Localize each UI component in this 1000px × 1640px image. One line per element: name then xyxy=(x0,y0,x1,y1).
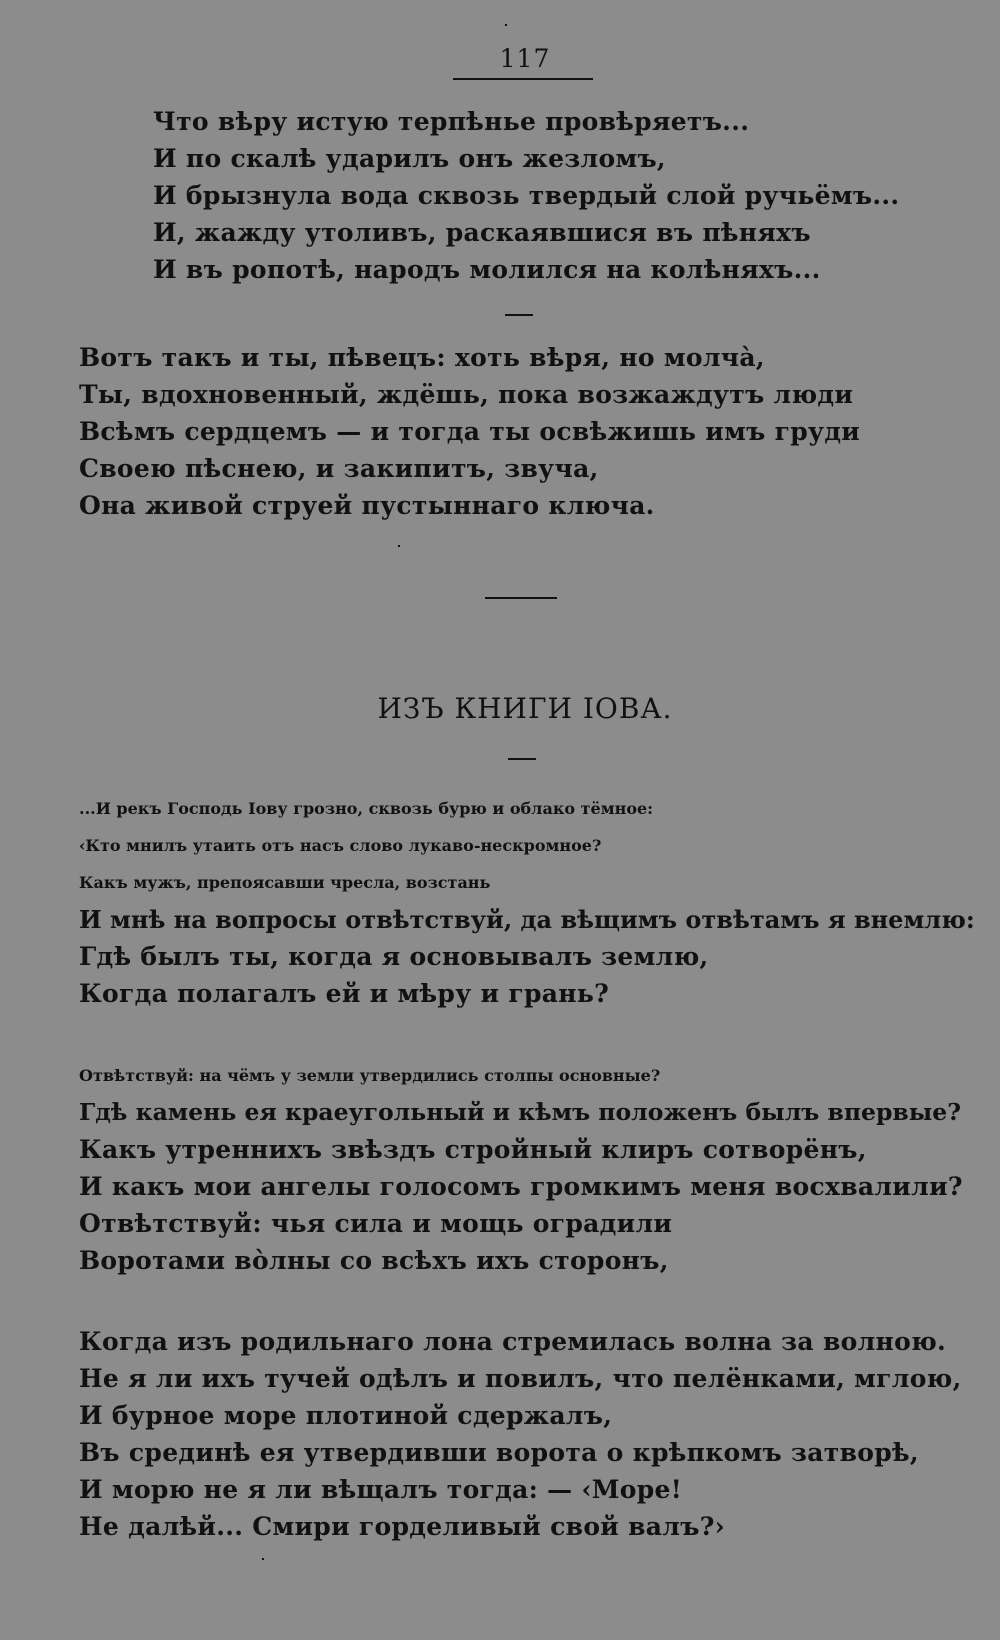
verse-line: Когда полагалъ ей и мѣру и грань? xyxy=(79,979,610,1008)
verse-line: Вотъ такъ и ты, пѣвецъ: хоть вѣря, но молча̀, xyxy=(79,343,765,372)
stanza-a xyxy=(153,103,899,288)
verse-line: И бурное море плотиной сдержалъ, xyxy=(79,1401,613,1430)
stanza-dash xyxy=(505,314,533,316)
verse-line: ‹Кто мнилъ утаить отъ насъ слово лукаво-нескромное? xyxy=(79,836,602,855)
verse-line: Отвѣтствуй: чья сила и мощь оградили xyxy=(79,1209,673,1238)
verse-line: ...И рекъ Господь Iову грозно, сквозь бурю и облако тёмное: xyxy=(79,799,654,818)
print-speck xyxy=(398,545,400,547)
poem-title: ИЗЪ КНИГИ IОВА. xyxy=(377,692,673,725)
verse-line: Не далѣй... Смири горделивый свой валъ?› xyxy=(79,1512,725,1541)
verse-line: Ты, вдохновенный, ждёшь, пока возжаждутъ люди xyxy=(79,380,854,409)
print-speck xyxy=(505,24,507,26)
verse-line: Всѣмъ сердцемъ — и тогда ты освѣжишь имъ груди xyxy=(79,417,861,446)
title-dash xyxy=(508,758,536,760)
verse-line: И морю не я ли вѣщалъ тогда: — ‹Море! xyxy=(79,1475,682,1504)
verse-line: И по скалѣ ударилъ онъ жезломъ, xyxy=(153,144,666,173)
section-divider xyxy=(485,597,557,599)
verse-line: Что вѣру истую терпѣнье провѣряетъ... xyxy=(153,107,750,136)
print-speck xyxy=(262,1558,264,1560)
verse-line: Какъ мужъ, препоясавши чресла, возстань xyxy=(79,873,491,892)
stanza-2 xyxy=(79,1057,963,1279)
verse-line: И, жажду утоливъ, раскаявшися въ пѣняхъ xyxy=(153,218,811,247)
verse-line: И какъ мои ангелы голосомъ громкимъ меня восхвалили? xyxy=(79,1172,963,1201)
verse-line: Гдѣ былъ ты, когда я основывалъ землю, xyxy=(79,942,709,971)
verse-line: Какъ утреннихъ звѣздъ стройный клиръ сотворёнъ, xyxy=(79,1135,867,1164)
verse-line: И мнѣ на вопросы отвѣтствуй, да вѣщимъ отвѣтамъ я внемлю: xyxy=(79,905,975,934)
verse-line: Своею пѣснею, и закипитъ, звуча, xyxy=(79,454,599,483)
verse-line: Гдѣ камень ея краеугольный и кѣмъ положенъ былъ впервые? xyxy=(79,1098,962,1126)
verse-line: Отвѣтствуй: на чёмъ у земли утвердились столпы основные? xyxy=(79,1066,661,1085)
stanza-b xyxy=(79,339,860,524)
verse-line: Воротами во̀лны со всѣхъ ихъ сторонъ, xyxy=(79,1246,669,1275)
page-number-rule xyxy=(453,78,593,80)
stanza-3 xyxy=(79,1323,962,1545)
verse-line: И въ ропотѣ, народъ молился на колѣняхъ... xyxy=(153,255,821,284)
verse-line: Не я ли ихъ тучей одѣлъ и повилъ, что пелёнками, мглою, xyxy=(79,1364,962,1393)
page-number: 117 xyxy=(499,44,551,73)
verse-line: Въ срединѣ ея утвердивши ворота о крѣпкомъ затворѣ, xyxy=(79,1438,919,1467)
stanza-1 xyxy=(79,790,975,1012)
verse-line: И брызнула вода сквозь твердый слой ручьёмъ... xyxy=(153,181,900,210)
verse-line: Она живой струей пустыннаго ключа. xyxy=(79,491,655,520)
verse-line: Когда изъ родильнаго лона стремилась волна за волною. xyxy=(79,1327,947,1356)
